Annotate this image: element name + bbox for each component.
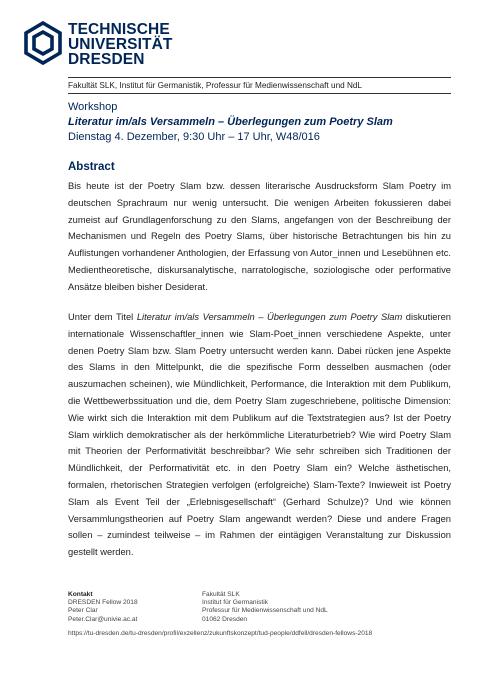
paragraph-2-event-title: Literatur im/als Versammeln – Überlegungen zum Poetry Slam <box>136 312 403 322</box>
abstract-heading: Abstract <box>68 161 115 173</box>
event-type: Workshop <box>68 101 118 113</box>
address-line: Professur für Medienwissenschaft und NdL <box>202 607 328 615</box>
address-line: Fakultät SLK <box>202 591 240 598</box>
logo-line-2: UNIVERSITÄT <box>68 36 173 53</box>
contact-line: DRESDEN Fellow 2018 <box>68 599 138 607</box>
footer-url: https://tu-dresden.de/tu-dresden/profil/exzellenz/zukunftskonzept/tud-people/ddfell/dresden-fellows-2018 <box>68 630 373 637</box>
event-title: Literatur im/als Versammeln – Überlegungen zum Poetry Slam <box>68 116 393 128</box>
event-date: Dienstag 4. Dezember, 9:30 Uhr – 17 Uhr, W48/016 <box>68 131 320 143</box>
contact-label: Kontakt <box>68 591 93 598</box>
logo-line-3: DRESDEN <box>68 51 145 68</box>
contact-block <box>68 591 138 624</box>
university-name <box>68 22 218 67</box>
paragraph-2-prefix: Unter dem Titel <box>68 312 137 322</box>
address-line: Institut für Germanistik <box>202 599 268 607</box>
logo-line-1: TECHNISCHE <box>68 21 170 38</box>
address-line: 01062 Dresden <box>202 615 248 623</box>
address-block <box>202 591 328 624</box>
header-divider-bottom <box>68 93 451 94</box>
tu-dresden-logo <box>22 20 222 72</box>
abstract-paragraph-1: Bis heute ist der Poetry Slam bzw. dessen literarische Ausdrucksform Slam Poetry im deutschen Sprachraum nur wenig untersucht. Die wenigen Arbeiten fokussieren dabei zumeist auf Grundlagenforschung zu den Slams, angefangen von der Beschreibung der Mechanismen und Regeln des Poetry Slams, über historische Betrachtungen bis hin zu Auflistungen vorhandener Anthologien, der Erfassung von Autor_innen und Lesebühnen etc. Medientheoretische, diskursanalytische, narratologische, soziologische oder performative Ansätze bleiben bisher Desiderat. <box>68 181 451 292</box>
department-line: Fakultät SLK, Institut für Germanistik, Professur für Medienwissenschaft und NdL <box>68 81 362 90</box>
contact-line: Peter Clar <box>68 607 98 615</box>
abstract-paragraph-2 <box>68 309 451 561</box>
header-divider-top <box>68 77 451 78</box>
paragraph-2-body: diskutieren internationale Wissenschaftler_innen wie Slam-Poet_innen verschiedene Aspekte, unter denen Poetry Slam bzw. Slam Poetry untersucht werden kann. Dabei rücken jene Aspekte des Slams in den Mittelpunkt, die die spezifische Form desselben ausmachen (oder auszumachen scheinen), wie Mündlichkeit, Performance, die Interaktion mit dem Publikum, die Wettbewerbssituation und die, dem Poetry Slam zugeschriebene, politische Dimension: Wie wirkt sich die Interaktion mit dem Publikum auf die Textstrategien aus? Ist der Poetry Slam wirklich demokratischer als der herkömmliche Literaturbetrieb? Wie wird Poetry Slam mit Theorien der Performativität beschreibbar? Wie sehr schreiben sich Traditionen der Mündlichkeit, der Performativität etc. in den Poetry Slam ein? Welche ästhetischen, formalen, rhetorischen Strategien verfolgen (erfolgreiche) Slam-Texte? Inwieweit ist Poetry Slam als Event Teil der „Erlebnisgesellschaft“ (Gerhard Schulze)? Und wie können Versammlungstheorien auf Poetry Slam angewandt werden? Diese und andere Fragen sollen – zumindest teilweise – im Rahmen der eintägigen Veranstaltung zur Diskussion gestellt werden. <box>68 312 451 558</box>
tu-dresden-emblem-icon <box>22 20 64 66</box>
contact-email: Peter.Clar@univie.ac.at <box>68 615 138 623</box>
